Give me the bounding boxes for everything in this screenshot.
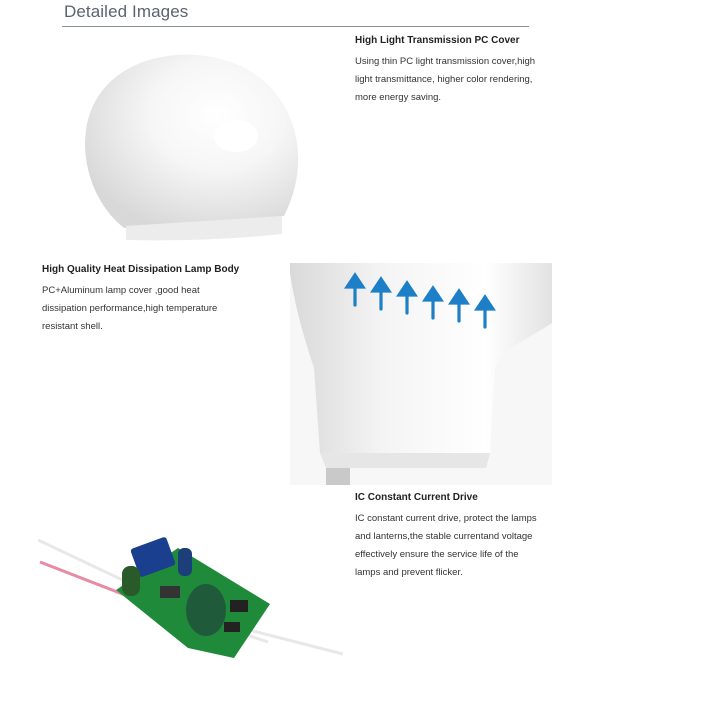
header-divider (62, 26, 529, 27)
pc-cover-line: light transmittance, higher color rendering, (355, 74, 533, 85)
page-title: Detailed Images (64, 2, 189, 21)
driver-line: lamps and prevent flicker. (355, 567, 463, 578)
pc-cover-line: more energy saving. (355, 92, 442, 103)
driver-line: IC constant current drive, protect the lamps (355, 513, 537, 524)
lamp-body-description (42, 282, 217, 336)
pc-cover-line: Using thin PC light transmission cover,high (355, 56, 536, 67)
lamp-body-line: dissipation performance,high temperature (42, 303, 218, 314)
lamp-body-line: PC+Aluminum lamp cover ,good heat (42, 285, 200, 296)
driver-title: IC Constant Current Drive (355, 492, 478, 503)
pc-cover-description (355, 53, 535, 107)
driver-description (355, 510, 537, 582)
lamp-body-image (290, 263, 552, 485)
driver-line: effectively ensure the service life of the (355, 549, 519, 560)
lamp-body-title: High Quality Heat Dissipation Lamp Body (42, 264, 240, 275)
pc-cover-title: High Light Transmission PC Cover (355, 35, 520, 46)
pc-cover-image (76, 38, 308, 250)
lamp-body-line: resistant shell. (42, 321, 103, 332)
driver-line: and lanterns,the stable currentand voltage (355, 531, 533, 542)
driver-board-image (38, 530, 348, 660)
